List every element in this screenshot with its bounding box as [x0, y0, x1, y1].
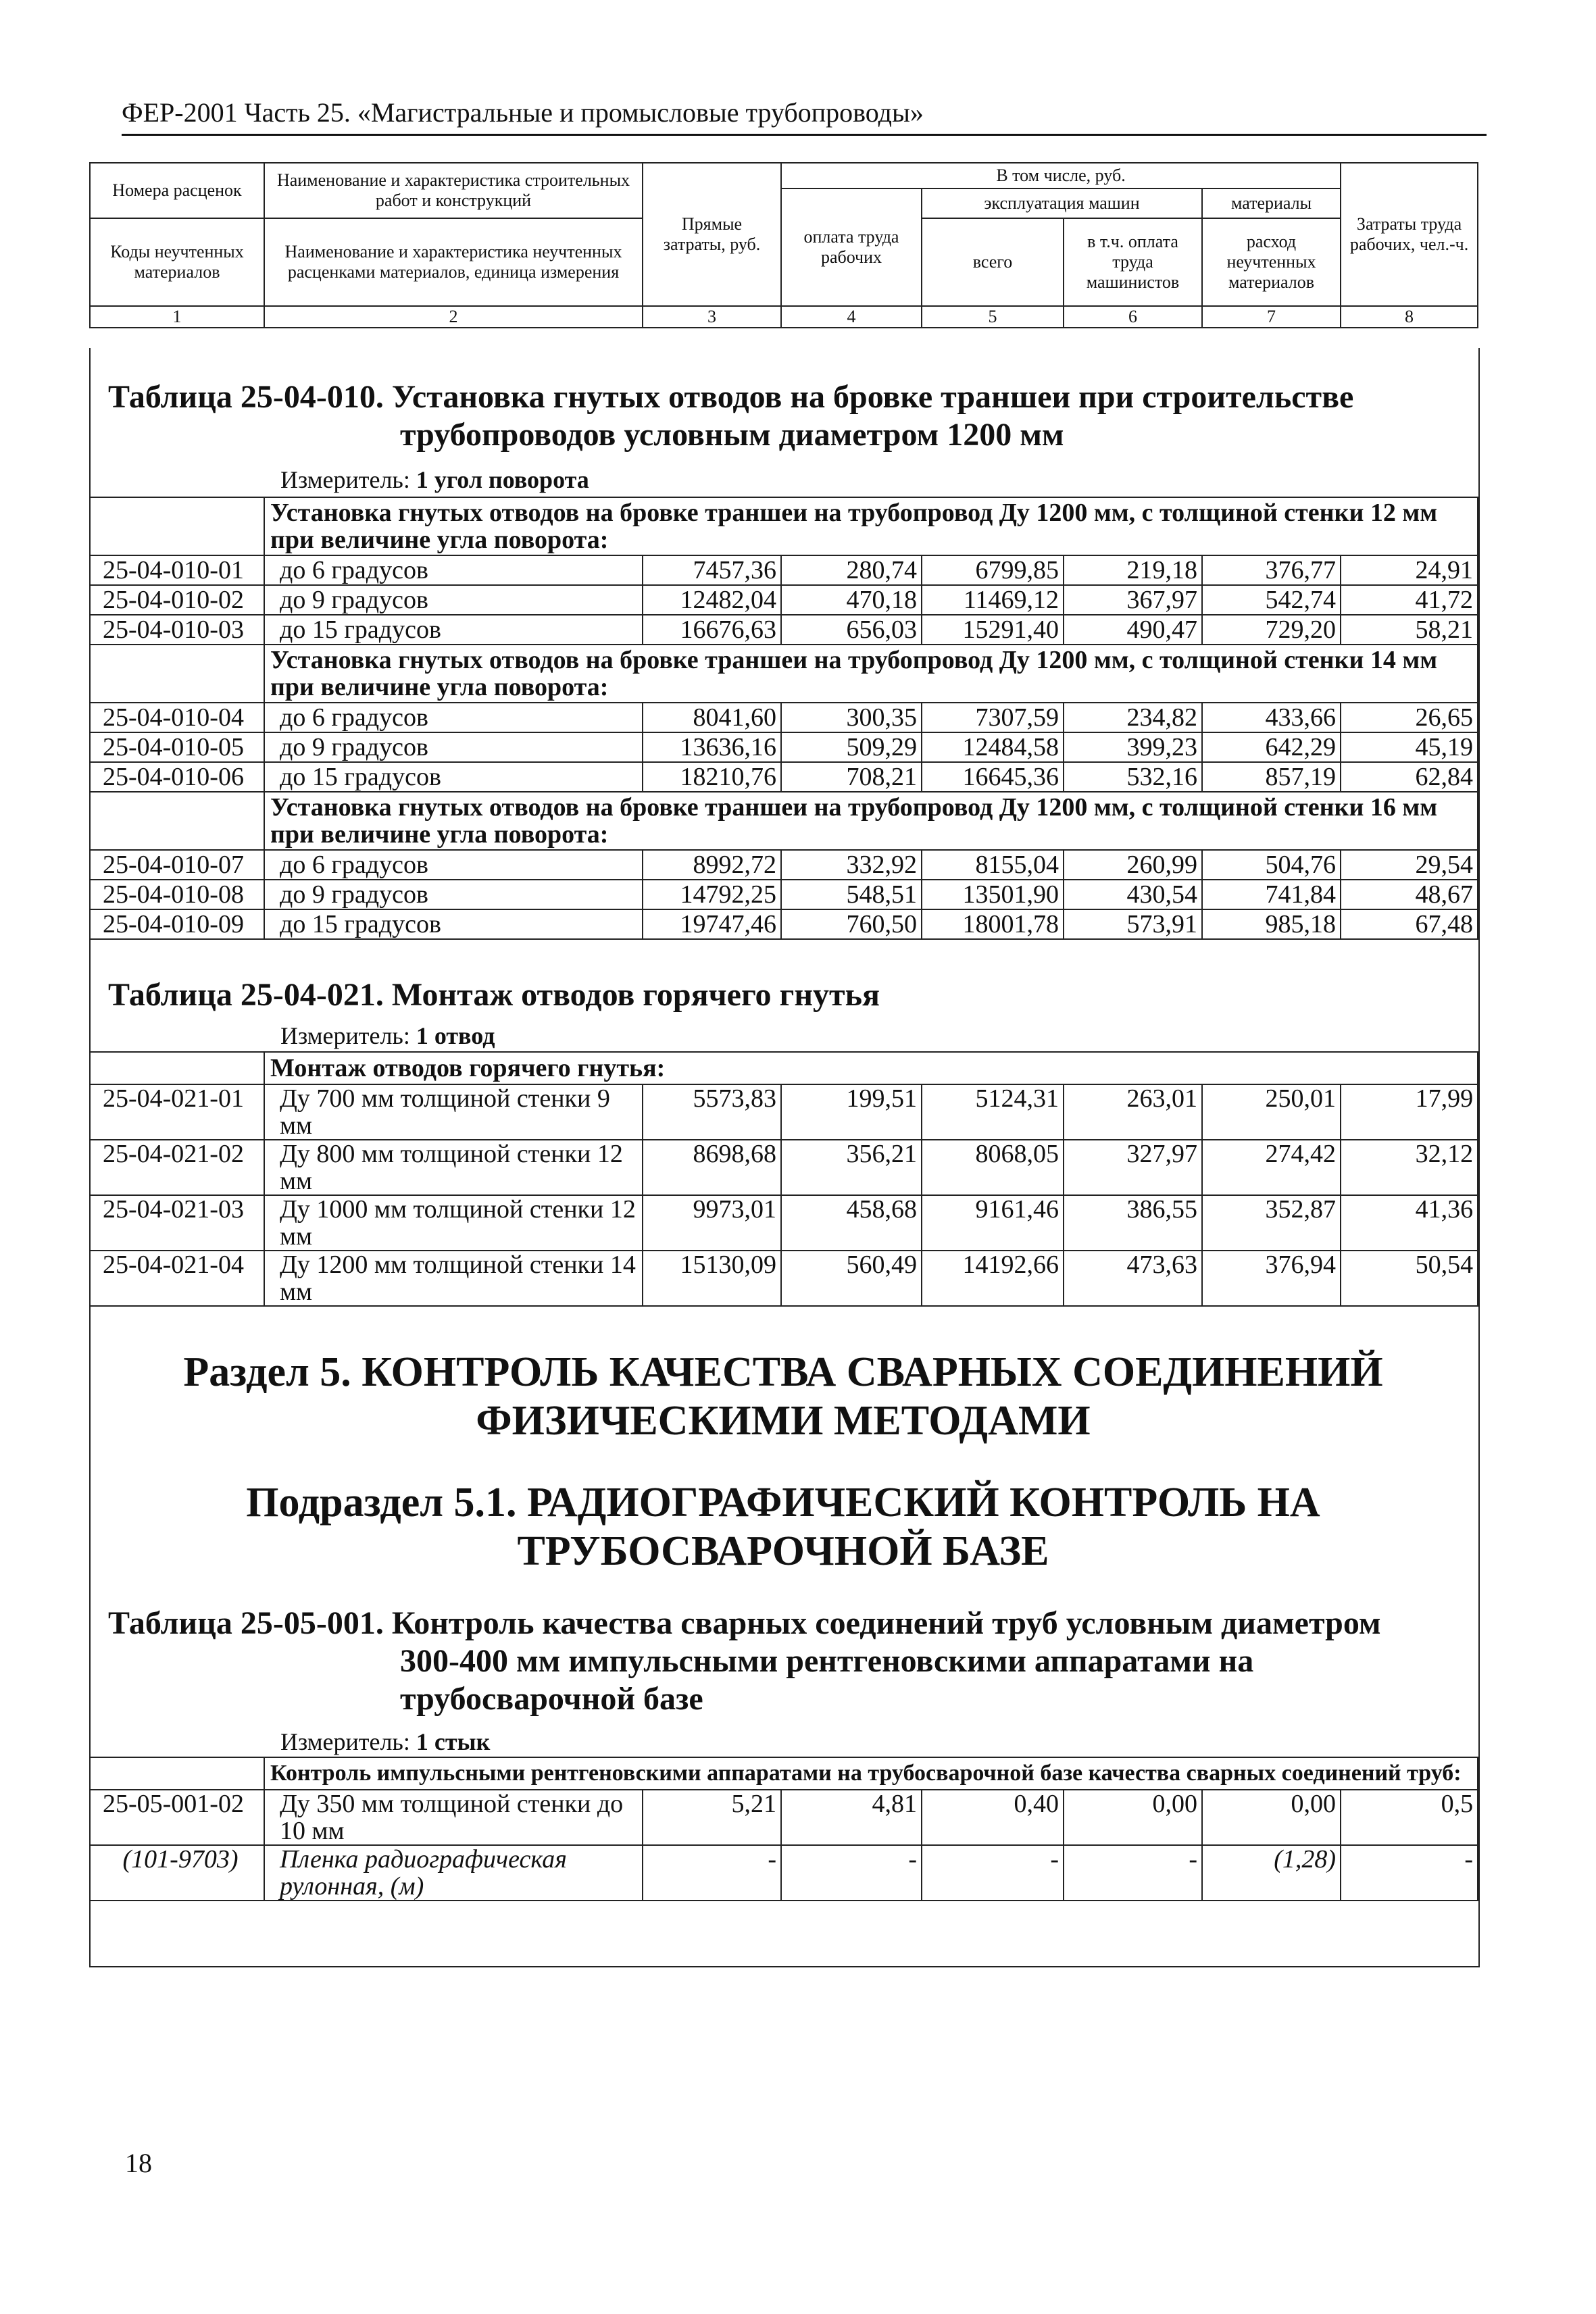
- value-cell: 19747,46: [643, 909, 781, 939]
- table-row: [90, 909, 1478, 939]
- group-heading: Монтаж отводов горячего гнутья:: [264, 1052, 1478, 1084]
- value-cell: 857,19: [1202, 762, 1341, 792]
- table1-title: [108, 378, 1353, 454]
- table3-title: [108, 1605, 1381, 1718]
- value-cell: 15291,40: [922, 615, 1064, 645]
- col-number: 7: [1202, 306, 1341, 328]
- row-name: до 9 градусов: [264, 732, 643, 762]
- col7-header: расход неучтенных материалов: [1202, 218, 1341, 306]
- value-cell: 50,54: [1341, 1251, 1478, 1306]
- value-cell: 48,67: [1341, 880, 1478, 909]
- col2-top-header: Наименование и характеристика строительных работ и конструкций: [264, 163, 643, 218]
- value-cell: 656,03: [781, 615, 922, 645]
- col3-header: Прямые затраты, руб.: [643, 163, 781, 306]
- row-code: 25-05-001-02: [90, 1790, 264, 1845]
- value-cell: 11469,12: [922, 585, 1064, 615]
- table3-title-line2: 300-400 мм импульсными рентгеновскими аппаратами на: [400, 1643, 1254, 1679]
- group-blank-cell: [90, 792, 264, 850]
- value-cell: 260,99: [1064, 850, 1202, 880]
- value-cell: 356,21: [781, 1140, 922, 1195]
- col-number: 4: [781, 306, 922, 328]
- value-cell: 327,97: [1064, 1140, 1202, 1195]
- col1-bottom-header: Коды неучтенных материалов: [90, 218, 264, 306]
- value-cell: 490,47: [1064, 615, 1202, 645]
- value-cell: 542,74: [1202, 585, 1341, 615]
- value-cell: 352,87: [1202, 1195, 1341, 1251]
- value-cell: 0,5: [1341, 1790, 1478, 1845]
- value-cell: 8155,04: [922, 850, 1064, 880]
- value-cell: 9973,01: [643, 1195, 781, 1251]
- value-cell: 6799,85: [922, 555, 1064, 585]
- col1-top-header: Номера расценок: [90, 163, 264, 218]
- value-cell: -: [922, 1845, 1064, 1901]
- value-cell: 0,40: [922, 1790, 1064, 1845]
- value-cell: 13501,90: [922, 880, 1064, 909]
- table1-measure: [280, 466, 589, 493]
- row-name: Ду 1200 мм толщиной стенки 14 мм: [264, 1251, 643, 1306]
- material-code: (101-9703): [90, 1845, 264, 1901]
- row-code: 25-04-010-03: [90, 615, 264, 645]
- value-cell: 760,50: [781, 909, 922, 939]
- table1: [89, 497, 1478, 940]
- value-cell: 274,42: [1202, 1140, 1341, 1195]
- section-heading-line1: Раздел 5. КОНТРОЛЬ КАЧЕСТВА СВАРНЫХ СОЕДИНЕНИЙ: [183, 1349, 1383, 1395]
- value-cell: 15130,09: [643, 1251, 781, 1306]
- column-header-table: [89, 162, 1478, 328]
- value-cell: 376,77: [1202, 555, 1341, 585]
- value-cell: 741,84: [1202, 880, 1341, 909]
- col-number: 3: [643, 306, 781, 328]
- value-cell: 300,35: [781, 703, 922, 732]
- table-row: [90, 703, 1478, 732]
- value-cell: 8698,68: [643, 1140, 781, 1195]
- row-code: 25-04-010-01: [90, 555, 264, 585]
- row-code: 25-04-021-03: [90, 1195, 264, 1251]
- row-code: 25-04-010-07: [90, 850, 264, 880]
- table3-measure: [280, 1728, 490, 1755]
- section-heading: [89, 1348, 1477, 1445]
- value-cell: 13636,16: [643, 732, 781, 762]
- measure-value: 1 угол поворота: [416, 466, 589, 493]
- row-name: до 9 градусов: [264, 880, 643, 909]
- table1-title-line2: трубопроводов условным диаметром 1200 мм: [400, 417, 1064, 453]
- row-name: до 15 градусов: [264, 909, 643, 939]
- row-name: до 9 градусов: [264, 585, 643, 615]
- col-number: 6: [1064, 306, 1202, 328]
- value-cell: 386,55: [1064, 1195, 1202, 1251]
- col-number: 5: [922, 306, 1064, 328]
- incl-header: В том числе, руб.: [781, 163, 1341, 188]
- col4-header: оплата труда рабочих: [781, 188, 922, 306]
- value-cell: 376,94: [1202, 1251, 1341, 1306]
- value-cell: 573,91: [1064, 909, 1202, 939]
- col-number: 1: [90, 306, 264, 328]
- table3-title-line3: трубосварочной базе: [400, 1681, 703, 1717]
- measure-label: Измеритель:: [280, 466, 416, 493]
- table2: [89, 1051, 1478, 1307]
- value-cell: 32,12: [1341, 1140, 1478, 1195]
- row-code: 25-04-021-04: [90, 1251, 264, 1306]
- value-cell: 62,84: [1341, 762, 1478, 792]
- row-name: Ду 350 мм толщиной стенки до 10 мм: [264, 1790, 643, 1845]
- value-cell: 41,72: [1341, 585, 1478, 615]
- value-cell: 280,74: [781, 555, 922, 585]
- table-row: [90, 732, 1478, 762]
- measure-value: 1 отвод: [416, 1022, 495, 1049]
- value-cell: 7307,59: [922, 703, 1064, 732]
- table-row: [90, 555, 1478, 585]
- group-heading: Установка гнутых отводов на бровке траншеи на трубопровод Ду 1200 мм, с толщиной стенки 16 мм при величине угла поворота:: [264, 792, 1478, 850]
- page-number: 18: [125, 2148, 152, 2178]
- value-cell: 17,99: [1341, 1084, 1478, 1140]
- materials-header: материалы: [1202, 188, 1341, 218]
- value-cell: 4,81: [781, 1790, 922, 1845]
- table-row: [90, 1195, 1478, 1251]
- table1-title-line1: Таблица 25-04-010. Установка гнутых отводов на бровке траншеи при строительстве: [108, 379, 1354, 415]
- subsection-heading-line2: ТРУБОСВАРОЧНОЙ БАЗЕ: [517, 1528, 1049, 1574]
- table3-title-line1: Таблица 25-05-001. Контроль качества сварных соединений труб условным диаметром: [108, 1605, 1381, 1641]
- value-cell: 16645,36: [922, 762, 1064, 792]
- row-code: 25-04-010-08: [90, 880, 264, 909]
- col5-header: всего: [922, 218, 1064, 306]
- value-cell: 29,54: [1341, 850, 1478, 880]
- section-heading-line2: ФИЗИЧЕСКИМИ МЕТОДАМИ: [476, 1398, 1091, 1444]
- row-name: до 15 градусов: [264, 762, 643, 792]
- subsection-heading-line1: Подраздел 5.1. РАДИОГРАФИЧЕСКИЙ КОНТРОЛЬ НА: [246, 1480, 1320, 1526]
- table-row: [90, 1140, 1478, 1195]
- col6-header: в т.ч. оплата труда машинистов: [1064, 218, 1202, 306]
- value-cell: 234,82: [1064, 703, 1202, 732]
- value-cell: 263,01: [1064, 1084, 1202, 1140]
- value-cell: 67,48: [1341, 909, 1478, 939]
- value-cell: 473,63: [1064, 1251, 1202, 1306]
- table-row: [90, 585, 1478, 615]
- value-cell: 985,18: [1202, 909, 1341, 939]
- value-cell: 12482,04: [643, 585, 781, 615]
- value-cell: 18210,76: [643, 762, 781, 792]
- row-code: 25-04-010-05: [90, 732, 264, 762]
- value-cell: 45,19: [1341, 732, 1478, 762]
- value-cell: 430,54: [1064, 880, 1202, 909]
- value-cell: 5,21: [643, 1790, 781, 1845]
- table3: [89, 1757, 1478, 1901]
- value-cell: 0,00: [1064, 1790, 1202, 1845]
- value-cell: 509,29: [781, 732, 922, 762]
- material-row: [90, 1845, 1478, 1901]
- value-cell: 433,66: [1202, 703, 1341, 732]
- value-cell: -: [781, 1845, 922, 1901]
- col-number: 8: [1341, 306, 1478, 328]
- value-cell: 504,76: [1202, 850, 1341, 880]
- group-heading: Установка гнутых отводов на бровке траншеи на трубопровод Ду 1200 мм, с толщиной стенки 14 мм при величине угла поворота:: [264, 645, 1478, 703]
- row-code: 25-04-010-09: [90, 909, 264, 939]
- col2-bottom-header: Наименование и характеристика неучтенных расценками материалов, единица измерения: [264, 218, 643, 306]
- row-code: 25-04-021-02: [90, 1140, 264, 1195]
- table2-title: Таблица 25-04-021. Монтаж отводов горячего гнутья: [108, 977, 880, 1013]
- row-name: Ду 700 мм толщиной стенки 9 мм: [264, 1084, 643, 1140]
- value-cell: 8041,60: [643, 703, 781, 732]
- row-name: Ду 800 мм толщиной стенки 12 мм: [264, 1140, 643, 1195]
- table-row: [90, 1790, 1478, 1845]
- row-name: до 15 градусов: [264, 615, 643, 645]
- value-cell: 729,20: [1202, 615, 1341, 645]
- value-cell: 470,18: [781, 585, 922, 615]
- value-cell: 5124,31: [922, 1084, 1064, 1140]
- value-cell: 16676,63: [643, 615, 781, 645]
- group-blank-cell: [90, 1052, 264, 1084]
- value-cell: 58,21: [1341, 615, 1478, 645]
- value-cell: -: [643, 1845, 781, 1901]
- value-cell: 5573,83: [643, 1084, 781, 1140]
- value-cell: 14792,25: [643, 880, 781, 909]
- value-cell: -: [1064, 1845, 1202, 1901]
- value-cell: 41,36: [1341, 1195, 1478, 1251]
- value-cell: 24,91: [1341, 555, 1478, 585]
- col8-header: Затраты труда рабочих, чел.-ч.: [1341, 163, 1478, 306]
- group-blank-cell: [90, 645, 264, 703]
- value-cell: 532,16: [1064, 762, 1202, 792]
- group-heading: Контроль импульсными рентгеновскими аппаратами на трубосварочной базе качества сварных соединений труб:: [264, 1757, 1478, 1790]
- value-cell: 560,49: [781, 1251, 922, 1306]
- value-cell: 9161,46: [922, 1195, 1064, 1251]
- value-cell: 399,23: [1064, 732, 1202, 762]
- table-row: [90, 850, 1478, 880]
- value-cell: -: [1341, 1845, 1478, 1901]
- table-row: [90, 615, 1478, 645]
- value-cell: 12484,58: [922, 732, 1064, 762]
- running-header: ФЕР-2001 Часть 25. «Магистральные и промысловые трубопроводы»: [122, 97, 1487, 136]
- value-cell: 0,00: [1202, 1790, 1341, 1845]
- value-cell: 367,97: [1064, 585, 1202, 615]
- subsection-heading: [89, 1478, 1477, 1576]
- measure-label: Измеритель:: [280, 1022, 416, 1049]
- value-cell: 18001,78: [922, 909, 1064, 939]
- row-code: 25-04-010-02: [90, 585, 264, 615]
- table-row: [90, 880, 1478, 909]
- value-cell: 8992,72: [643, 850, 781, 880]
- value-cell: 7457,36: [643, 555, 781, 585]
- value-cell: 250,01: [1202, 1084, 1341, 1140]
- value-cell: 642,29: [1202, 732, 1341, 762]
- row-name: до 6 градусов: [264, 555, 643, 585]
- table-row: [90, 762, 1478, 792]
- group-heading: Установка гнутых отводов на бровке траншеи на трубопровод Ду 1200 мм, с толщиной стенки 12 мм при величине угла поворота:: [264, 497, 1478, 555]
- machines-header: эксплуатация машин: [922, 188, 1202, 218]
- value-cell: 219,18: [1064, 555, 1202, 585]
- row-name: до 6 градусов: [264, 850, 643, 880]
- value-cell: 14192,66: [922, 1251, 1064, 1306]
- value-cell: 26,65: [1341, 703, 1478, 732]
- row-code: 25-04-010-06: [90, 762, 264, 792]
- table2-measure: [280, 1022, 495, 1049]
- value-cell: 708,21: [781, 762, 922, 792]
- material-name: Пленка радиографическая рулонная, (м): [264, 1845, 643, 1901]
- group-blank-cell: [90, 497, 264, 555]
- value-cell: 458,68: [781, 1195, 922, 1251]
- row-name: до 6 градусов: [264, 703, 643, 732]
- value-cell: 332,92: [781, 850, 922, 880]
- row-code: 25-04-010-04: [90, 703, 264, 732]
- row-code: 25-04-021-01: [90, 1084, 264, 1140]
- value-cell: (1,28): [1202, 1845, 1341, 1901]
- table-row: [90, 1251, 1478, 1306]
- table-row: [90, 1084, 1478, 1140]
- measure-value: 1 стык: [416, 1728, 491, 1755]
- col-number: 2: [264, 306, 643, 328]
- measure-label: Измеритель:: [280, 1728, 416, 1755]
- row-name: Ду 1000 мм толщиной стенки 12 мм: [264, 1195, 643, 1251]
- group-blank-cell: [90, 1757, 264, 1790]
- value-cell: 8068,05: [922, 1140, 1064, 1195]
- value-cell: 548,51: [781, 880, 922, 909]
- value-cell: 199,51: [781, 1084, 922, 1140]
